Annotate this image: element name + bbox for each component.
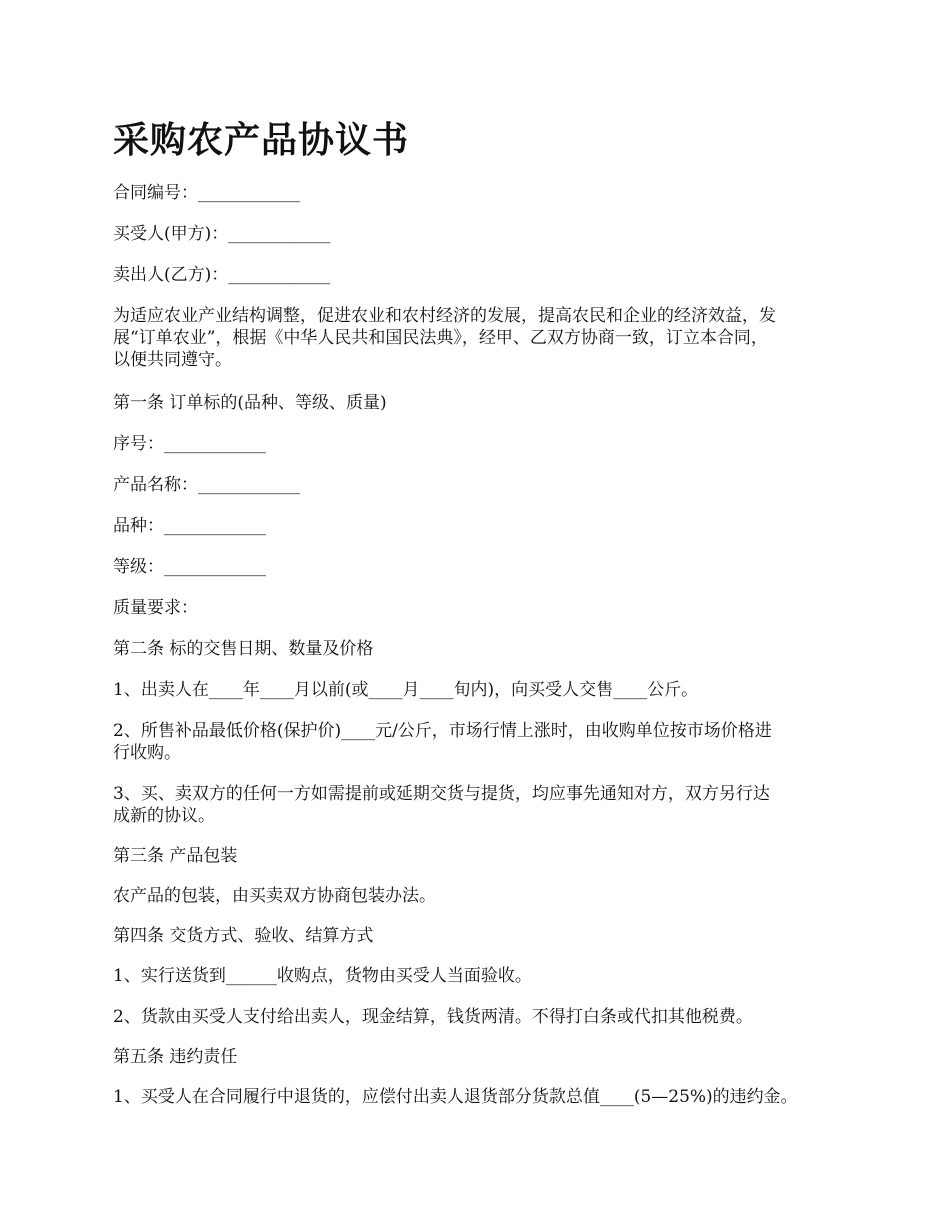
article-2-item-3-line: 3、买、卖双方的任何一方如需提前或延期交货与提货，均应事先通知对方，双方另行达 — [113, 784, 770, 804]
variety-field: 品种：____________ — [113, 516, 266, 536]
serial-field: 序号：____________ — [113, 434, 266, 454]
article-5-heading: 第五条 违约责任 — [113, 1047, 238, 1067]
article-1-heading: 第一条 订单标的(品种、等级、质量) — [113, 393, 387, 413]
article-5-item-1: 1、买受人在合同履行中退货的，应偿付出卖人退货部分货款总值____(5—25%)的违约金。 — [113, 1087, 798, 1107]
article-4-item-1: 1、实行送货到______收购点，货物由买受人当面验收。 — [113, 966, 532, 986]
article-2-item-2-line: 2、所售补品最低价格(保护价)____元/公斤，市场行情上涨时，由收购单位按市场价格进 — [113, 721, 772, 741]
article-2-item-2 — [113, 720, 853, 764]
product-name-field: 产品名称：____________ — [113, 475, 300, 495]
grade-field: 等级：____________ — [113, 557, 266, 577]
buyer-field: 买受人(甲方)：____________ — [113, 224, 331, 244]
article-4-item-2: 2、货款由买受人支付给出卖人，现金结算，钱货两清。不得打白条或代扣其他税费。 — [113, 1007, 753, 1027]
document-title: 采购农产品协议书 — [113, 119, 410, 161]
article-2-heading: 第二条 标的交售日期、数量及价格 — [113, 639, 374, 659]
article-4-heading: 第四条 交货方式、验收、结算方式 — [113, 926, 374, 946]
contract-number-field: 合同编号：____________ — [113, 183, 300, 203]
article-3-body: 农产品的包装，由买卖双方协商包装办法。 — [113, 886, 436, 906]
seller-field: 卖出人(乙方)：____________ — [113, 265, 331, 285]
article-3-heading: 第三条 产品包装 — [113, 846, 238, 866]
intro-paragraph — [113, 305, 853, 371]
quality-field: 质量要求： — [113, 598, 198, 618]
article-2-item-1: 1、出卖人在____年____月以前(或____月____旬内)，向买受人交售____公斤。 — [113, 680, 699, 700]
intro-line: 以便共同遵守。 — [113, 350, 232, 370]
intro-line: 展“订单农业”，根据《中华人民共和国民法典》，经甲、乙双方协商一致，订立本合同， — [113, 328, 768, 348]
article-2-item-3-line: 成新的协议。 — [113, 806, 215, 826]
intro-line: 为适应农业产业结构调整，促进农业和农村经济的发展，提高农民和企业的经济效益，发 — [113, 306, 776, 326]
article-2-item-2-line: 行收购。 — [113, 743, 181, 763]
article-2-item-3 — [113, 783, 853, 827]
